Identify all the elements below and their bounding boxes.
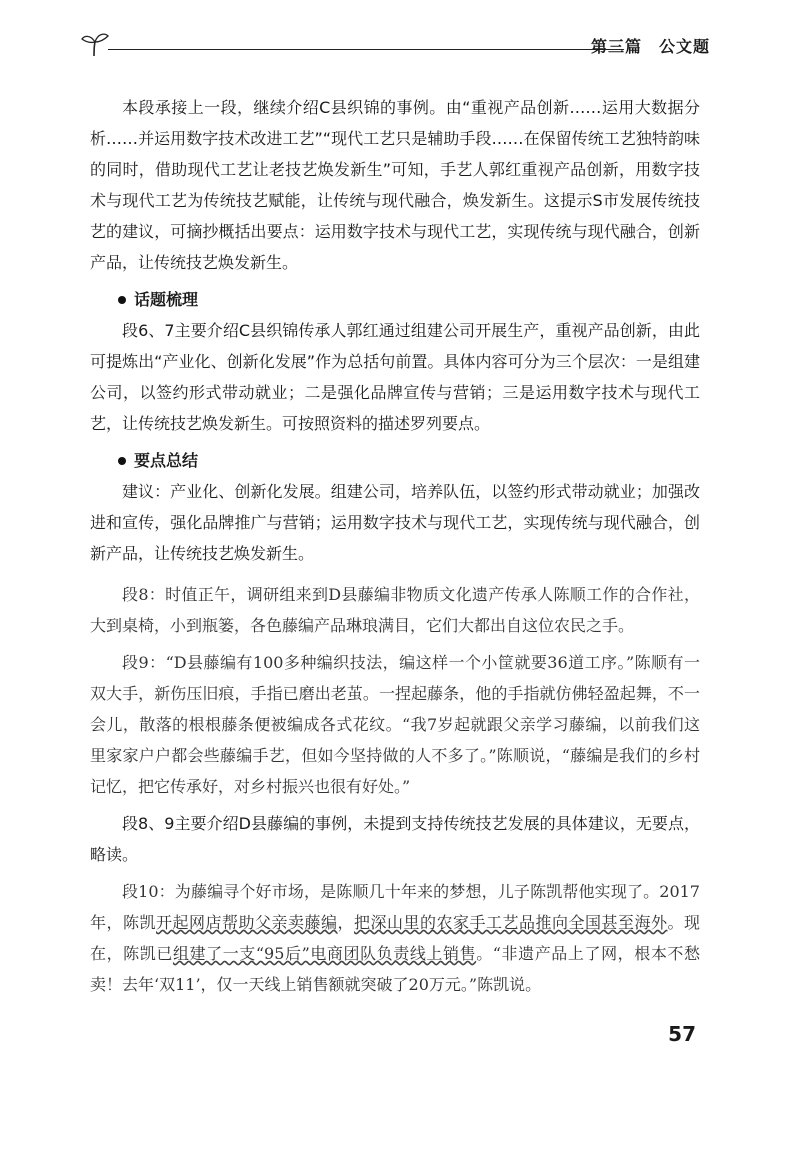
heading-topic-review (90, 284, 700, 315)
analysis-paragraph-1: 本段承接上一段，继续介绍C县织锦的事例。由“重视产品创新……运用大数据分析……并运用数字技术改进工艺”“现代工艺只是辅助手段……在保留传统工艺独特韵味的同时，借助现代工艺让老技艺焕发新生”可知，手艺人郭红重视产品创新，用数字技术与现代工艺为传统技艺赋能，让传统与现代融合，焕发新生。这提示S市发展传统技艺的建议，可摘抄概括出要点：运用数字技术与现代工艺，实现传统与现代融合，创新产品，让传统技艺焕发新生。 (90, 98, 700, 272)
material-paragraph-10 (90, 876, 700, 1000)
text-run: 段10：为藤编寻个好市场，是陈顺几十年来的梦想，儿子陈凯帮他实现了。2017年，陈凯 (90, 882, 700, 932)
heading-label: 要点总结 (134, 451, 199, 470)
heading-key-points (90, 445, 700, 476)
bullet-icon (118, 457, 126, 465)
heading-label: 话题梳理 (134, 290, 199, 309)
text-run: 。“非遗产品上了网，根本不愁卖！去年‘双11’，仅一天线上销售额就突破了20万元。”陈凯说。 (90, 944, 700, 994)
underlined-phrase: 开起网店帮助父亲卖藤编 (156, 913, 338, 932)
summary-paragraph: 建议：产业化、创新化发展。组建公司，培养队伍，以签约形式带动就业；加强改进和宣传，强化品牌推广与营销；运用数字技术与现代工艺，实现传统与现代融合，创新产品，让传统技艺焕发新生。 (90, 482, 700, 563)
text-run: ， (337, 913, 354, 932)
underlined-phrase: 组建了一支“95后”电商团队负责线上销售 (172, 944, 477, 963)
sprout-icon (80, 30, 110, 58)
analysis-paragraph-2: 段6、7主要介绍C县织锦传承人郭红通过组建公司开展生产，重视产品创新，由此可提炼出“产业化、创新化发展”作为总括句前置。具体内容可分为三个层次：一是组建公司，以签约形式带动就业；二是强化品牌宣传与营销；三是运用数字技术与现代工艺，让传统技艺焕发新生。可按照资料的描述罗列要点。 (90, 321, 700, 433)
page-body (90, 92, 700, 1000)
material-paragraph-9: 段9：“D县藤编有100多种编织技法，编这样一个小筐就要36道工序。”陈顺有一双大手，新伤压旧痕，手指已磨出老茧。一捏起藤条，他的手指就仿佛轻盈起舞，不一会儿，散落的根根藤条便被编成各式花纹。“我7岁起就跟父亲学习藤编，以前我们这里家家户户都会些藤编手艺，但如今坚持做的人不多了。”陈顺说，“藤编是我们的乡村记忆，把它传承好，对乡村振兴也很有好处。” (90, 653, 700, 796)
text-run: 。现在，陈凯已 (90, 913, 700, 963)
material-paragraph-8: 段8：时值正午，调研组来到D县藤编非物质文化遗产传承人陈顺工作的合作社，大到桌椅，小到瓶篓，各色藤编产品琳琅满目，它们大都出自这位农民之手。 (90, 585, 700, 635)
section-title: 第三篇 公文题 (590, 37, 710, 56)
page-number: 57 (668, 1022, 696, 1046)
header-rule (108, 49, 624, 50)
running-header (80, 30, 710, 60)
underlined-phrase: 把深山里的农家手工艺品推向全国甚至海外 (353, 913, 668, 932)
analysis-paragraph-3: 段8、9主要介绍D县藤编的事例，未提到支持传统技艺发展的具体建议，无要点，略读。 (90, 814, 700, 864)
bullet-icon (118, 296, 126, 304)
